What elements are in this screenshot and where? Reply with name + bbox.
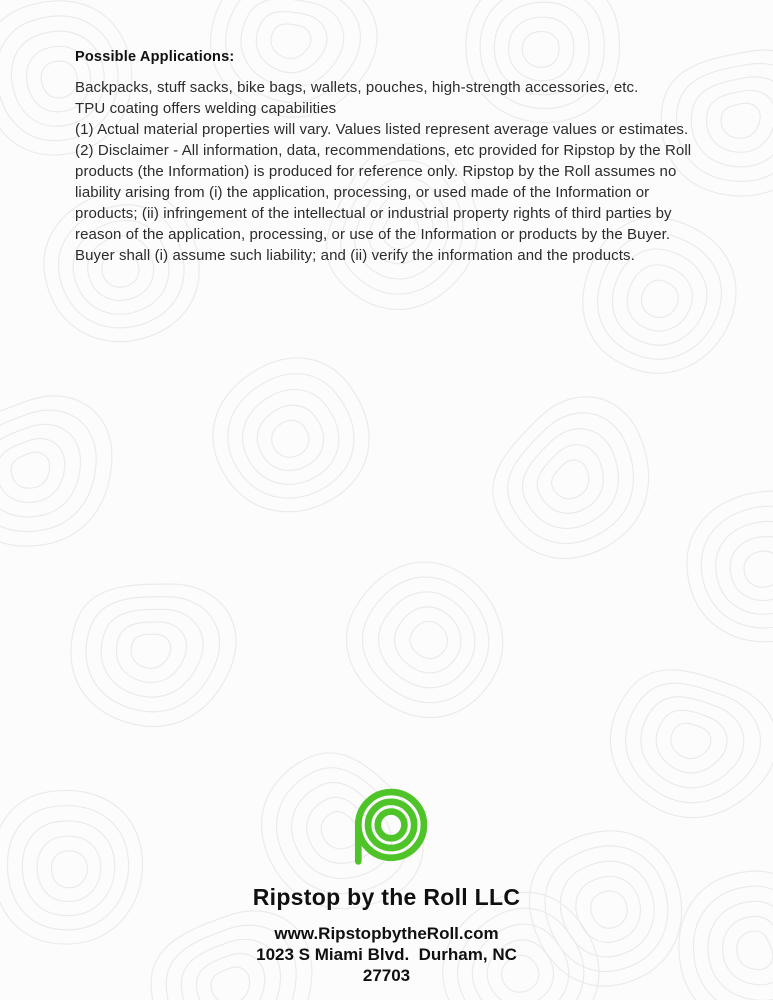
company-name: Ripstop by the Roll LLC bbox=[252, 884, 521, 910]
website-url: www.RipstopbytheRoll.com bbox=[274, 924, 499, 943]
applications-line: TPU coating offers welding capabilities bbox=[75, 100, 337, 117]
applications-line: Backpacks, stuff sacks, bike bags, wallets, pouches, high-strength accessories, etc. bbox=[75, 79, 639, 96]
page-content bbox=[75, 50, 697, 266]
footer bbox=[0, 788, 773, 986]
note-average-values: (1) Actual material properties will vary. Values listed represent average values or estimates. bbox=[75, 121, 689, 138]
note-disclaimer: (2) Disclaimer - All information, data, recommendations, etc provided for Ripstop by the Roll products (the Information) is produced for reference only. Ripstop by the Roll assumes no liability arising from (i) the application, processing, or used made of the Information or products; (ii) infringement of the intellectual or industrial property rights of third parties by reason of the application, processing, or use of the Information or products by the Buyer. Buyer shall (i) assume such liability; and (ii) verify the information and the products. bbox=[75, 142, 692, 264]
applications-heading: Possible Applications: bbox=[75, 49, 235, 65]
ripstop-logo-icon bbox=[347, 788, 427, 868]
address-zip: 27703 bbox=[362, 966, 411, 985]
address-line: 1023 S Miami Blvd. Durham, NC bbox=[256, 945, 517, 964]
